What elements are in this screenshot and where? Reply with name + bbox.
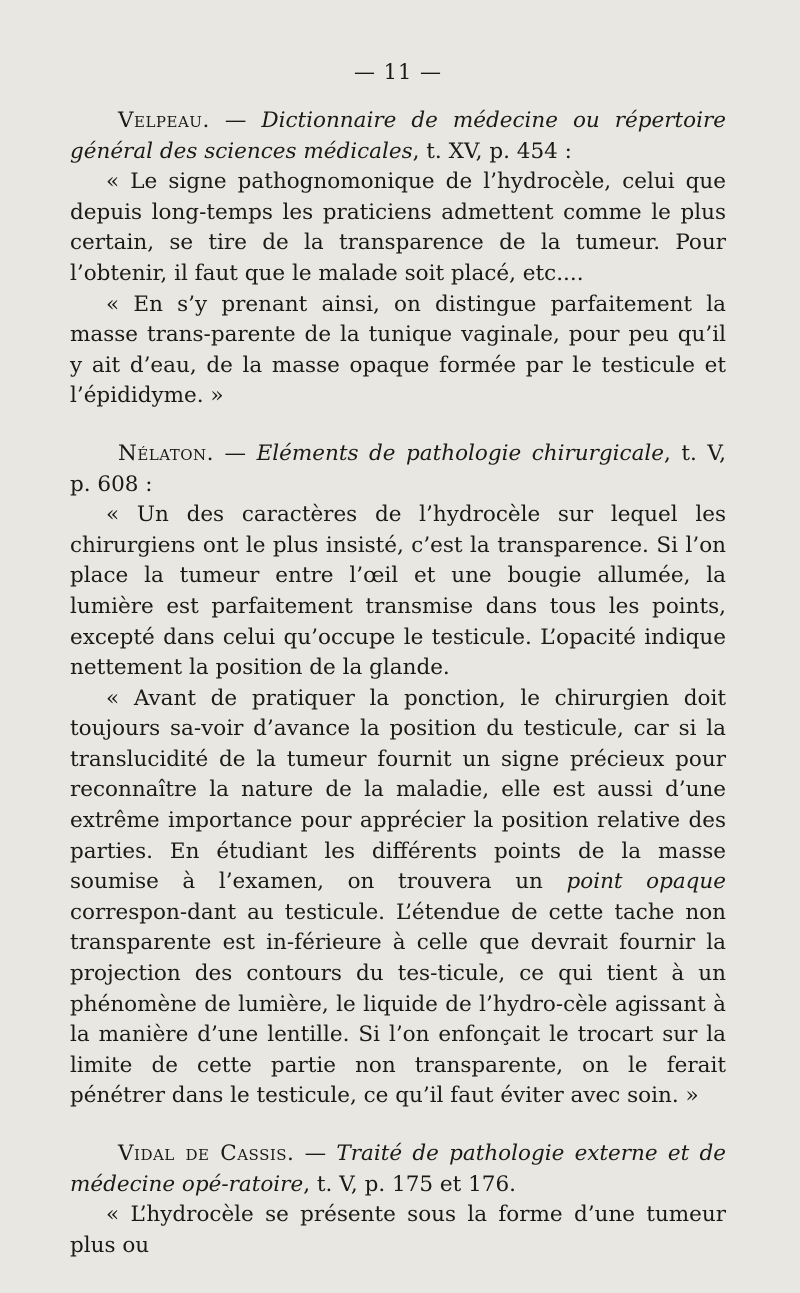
page-number: — 11 —	[353, 60, 443, 84]
section-gap	[70, 1112, 726, 1139]
quote-text: correspon-dant au testicule. L’étendue de cette tache non transparente est in-férieure à celle que devrait fournir la projection des contours du tes-ticule, ce qui tient à un phénomène de lumière, le liquide de l’hydro-cèle agissant à la manière d’une lentille. Si l’on enfonçait le trocart sur la limite de cette partie non transparente, on le ferait pénétrer dans le testicule, ce qu’il faut éviter avec soin. »	[70, 899, 726, 1109]
quote-paragraph: « L’hydrocèle se présente sous la forme d’une tumeur plus ou	[70, 1202, 726, 1258]
author-name: Velpeau.	[118, 108, 210, 133]
work-title: Dictionnaire de médecine ou répertoire général des sciences médicales	[70, 108, 727, 164]
quote-paragraph: « En s’y prenant ainsi, on distingue parfaitement la masse trans-parente de la tunique vaginale, pour peu qu’il y ait d’eau, de la masse opaque formée par le testicule et l’épididyme. »	[70, 291, 726, 409]
citation-reference: , t. V, p. 175 et 176.	[303, 1171, 516, 1197]
citation-velpeau	[70, 106, 726, 167]
author-name: Nélaton.	[118, 440, 214, 466]
citation-dash: —	[209, 108, 262, 133]
section-gap	[70, 412, 726, 439]
quote-paragraph	[70, 684, 726, 1112]
quote-paragraph: « Le signe pathognomonique de l’hydrocèle, celui que depuis long-temps les praticiens admettent comme le plus certain, se tire de la transparence de la tumeur. Pour l’obtenir, il faut que le malade soit placé, etc....	[70, 169, 726, 286]
citation-nelaton	[70, 439, 726, 500]
citation-reference: , t. V, p. 608 :	[70, 440, 726, 497]
citation-dash: —	[214, 440, 257, 466]
citation-dash: —	[294, 1141, 337, 1166]
quote-paragraph: « Un des caractères de l’hydrocèle sur lequel les chirurgiens ont le plus insisté, c’est la transparence. Si l’on place la tumeur entre l’œil et une bougie allumée, la lumière est parfaitement transmise dans tous les points, excepté dans celui qu’occupe le testicule. L’opacité indique nettement la position de la glande.	[70, 502, 726, 681]
citation-vidal	[70, 1139, 726, 1200]
emphasis-text: point opaque	[566, 869, 726, 895]
work-title: Traité de pathologie externe et de médecine opé-ratoire	[70, 1141, 726, 1197]
work-title: Eléments de pathologie chirurgicale	[256, 440, 665, 466]
citation-reference: , t. XV, p. 454 :	[412, 138, 572, 164]
quote-text: « Avant de pratiquer la ponction, le chirurgien doit toujours sa-voir d’avance la position du testicule, car si la translucidité de la tumeur fournit un signe précieux pour reconnaître la nature de la maladie, elle est aussi d’une extrême importance pour apprécier la position relative des parties. En étudiant les différents points de la masse soumise à l’examen, on trouvera un	[70, 685, 726, 895]
author-name: Vidal de Cassis.	[118, 1141, 295, 1166]
